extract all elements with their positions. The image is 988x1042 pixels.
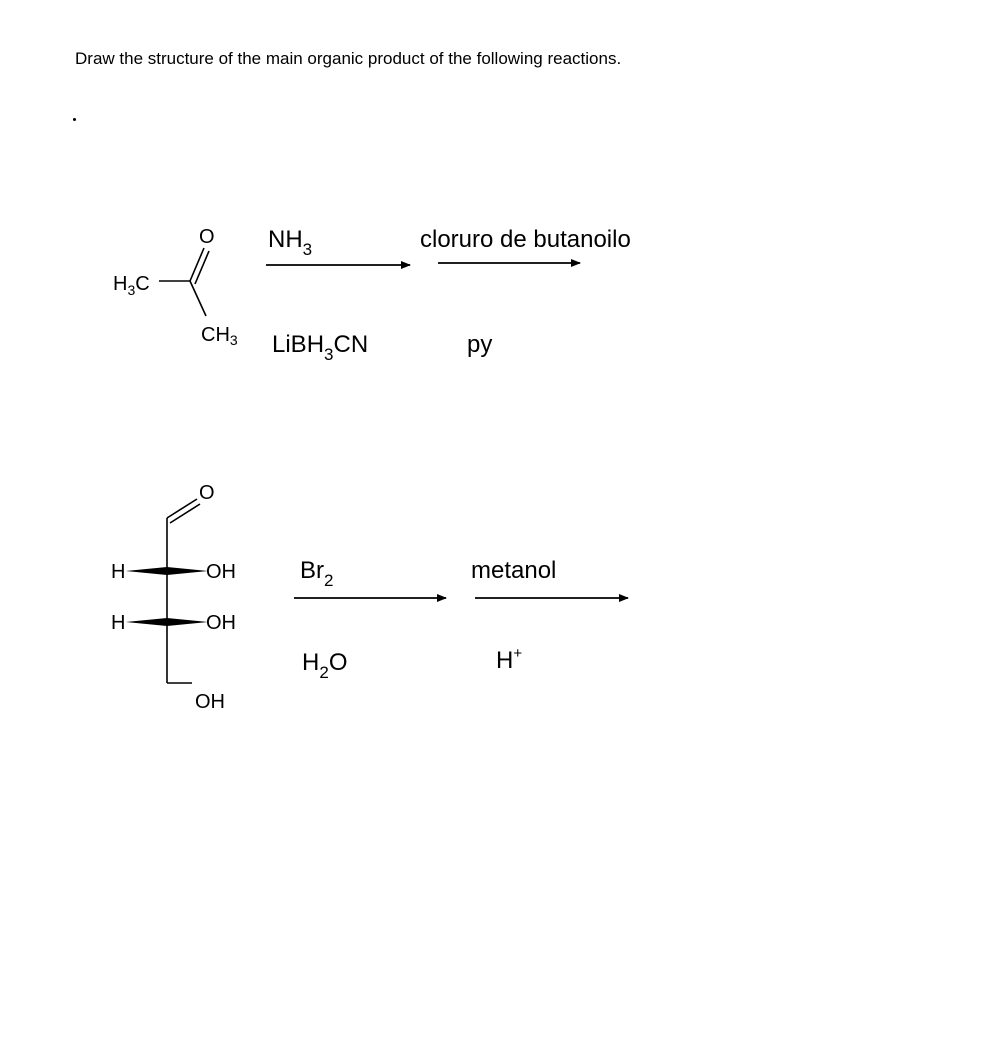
reaction1-substrate-acetone xyxy=(113,226,238,348)
reaction1-step2 xyxy=(420,226,631,358)
reaction2-step2 xyxy=(471,557,628,674)
carbonyl-bond-2 xyxy=(195,251,209,284)
row1-oh: OH xyxy=(206,561,236,583)
row2-wedge-left xyxy=(126,618,167,626)
row1-h: H xyxy=(111,561,126,583)
carbonyl-bond-1 xyxy=(190,248,204,281)
reagent-methanol: metanol xyxy=(471,557,557,584)
methyl-bond-right xyxy=(190,281,206,316)
reaction2-step1 xyxy=(294,557,446,682)
reagent-butanoyl-chloride: cloruro de butanoilo xyxy=(420,226,631,253)
reagent-h2o: $H_2O$ xyxy=(302,649,348,682)
row1-wedge-left xyxy=(126,567,167,575)
reagent-h-plus: H+ xyxy=(496,645,523,674)
carbonyl-oxygen: O xyxy=(199,226,215,248)
reagent-br2: $Br_2$ xyxy=(300,557,334,590)
row2-h: H xyxy=(111,612,126,634)
row1-wedge-right xyxy=(167,567,208,575)
row2-wedge-right xyxy=(167,618,208,626)
reagent-pyridine: py xyxy=(467,331,493,358)
terminal-oh: OH xyxy=(195,691,225,713)
question-instruction: Draw the structure of the main organic product of the following reactions. xyxy=(75,49,622,68)
row2-oh: OH xyxy=(206,612,236,634)
reagent-nh3: $NH_3$ xyxy=(268,226,313,259)
reagent-libh3cn: LiBH$_3$CN xyxy=(272,331,369,364)
ch3-label: $CH_3$ xyxy=(201,324,238,348)
reaction2-substrate-glyceraldehyde xyxy=(111,482,236,713)
reaction1-step1 xyxy=(266,226,410,364)
h3c-label: $H_3C$ xyxy=(113,273,150,298)
aldehyde-oxygen: O xyxy=(199,482,215,504)
